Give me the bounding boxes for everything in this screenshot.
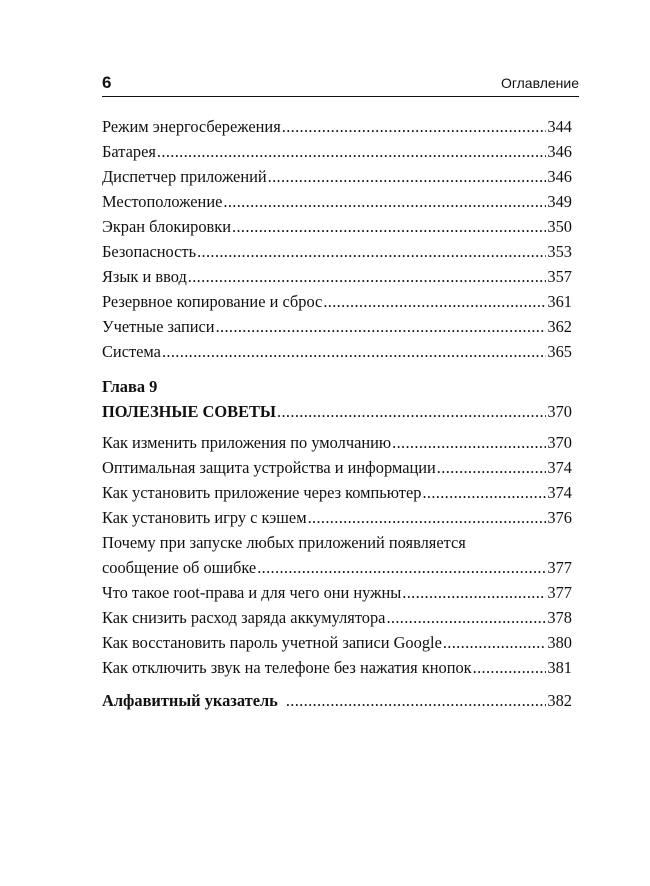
toc-entry-title: Резервное копирование и сброс (102, 292, 323, 311)
toc-entry (102, 655, 572, 680)
index-entry (102, 688, 572, 713)
toc-leader (286, 688, 547, 713)
toc-entry-title: Как восстановить пароль учетной записи Google (102, 633, 442, 652)
toc-entry-page: 377 (547, 583, 572, 602)
toc-leader (232, 214, 546, 239)
toc-entry-page: 357 (547, 267, 572, 286)
toc-entry-page: 370 (547, 433, 572, 452)
toc-leader (157, 139, 546, 164)
toc-leader (473, 655, 547, 680)
toc-leader (323, 289, 546, 314)
toc-leader (422, 480, 546, 505)
toc-chapter (102, 374, 572, 424)
toc-entry-line1: Почему при запуске любых приложений появляется (102, 533, 466, 552)
toc-entry (102, 164, 572, 189)
toc-entry-title: Местоположение (102, 192, 223, 211)
toc-entry (102, 264, 572, 289)
toc-entry-page: 380 (547, 633, 572, 652)
toc-entry-title: Безопасность (102, 242, 197, 261)
toc-entry-title: Как установить игру с кэшем (102, 508, 307, 527)
chapter-entry (102, 399, 572, 424)
toc-entry-page: 378 (547, 608, 572, 627)
toc-entry-title: Оптимальная защита устройства и информации (102, 458, 436, 477)
toc-entry (102, 455, 572, 480)
toc-entry-page: 346 (547, 142, 572, 161)
toc-entry-title: Батарея (102, 142, 156, 161)
running-title: Оглавление (500, 75, 579, 91)
toc-entry-title: Как снизить расход заряда аккумулятора (102, 608, 386, 627)
toc-entry-title: Учетные записи (102, 317, 215, 336)
toc-entry-page: 362 (547, 317, 572, 336)
toc-entry-page: 365 (547, 342, 572, 361)
toc-entry (102, 314, 572, 339)
toc-entry (102, 114, 572, 139)
chapter-title: ПОЛЕЗНЫЕ СОВЕТЫ (102, 402, 277, 421)
toc-entry (102, 339, 572, 364)
toc-entry-page: 349 (547, 192, 572, 211)
toc-leader (437, 455, 547, 480)
toc-section-b (102, 430, 572, 680)
toc-entry-page: 381 (547, 658, 572, 677)
toc-section-a (102, 114, 572, 364)
toc-entry (102, 289, 572, 314)
toc-entry-page: 374 (547, 458, 572, 477)
toc-leader (386, 605, 546, 630)
toc-entry (102, 505, 572, 530)
toc-entry-title: сообщение об ошибке (102, 558, 257, 577)
toc-entry-title: Как установить приложение через компьютер (102, 483, 422, 502)
toc-leader (223, 189, 546, 214)
toc-entry-page: 376 (547, 508, 572, 527)
toc-entry (102, 555, 572, 580)
toc-leader (216, 314, 547, 339)
toc-entry-page: 377 (547, 558, 572, 577)
toc-entry-title: Язык и ввод (102, 267, 187, 286)
index-title: Алфавитный указатель (102, 691, 278, 710)
chapter-label: Глава 9 (102, 377, 158, 396)
toc-leader (268, 164, 547, 189)
toc-entry (102, 605, 572, 630)
toc-entry-page: 374 (547, 483, 572, 502)
toc-entry-page: 353 (547, 242, 572, 261)
toc-entry-title: Система (102, 342, 161, 361)
toc-entry-page: 346 (547, 167, 572, 186)
toc-entry-page: 344 (547, 117, 572, 136)
toc-entry-title: Как отключить звук на телефоне без нажатия кнопок (102, 658, 472, 677)
running-header (102, 72, 579, 97)
toc-index (102, 688, 572, 713)
toc-leader (277, 399, 546, 424)
toc-entry (102, 214, 572, 239)
toc-leader (162, 339, 546, 364)
toc-entry (102, 189, 572, 214)
toc-entry-page: 350 (547, 217, 572, 236)
toc-entry-title: Диспетчер приложений (102, 167, 267, 186)
toc-entry (102, 630, 572, 655)
toc-leader (282, 114, 547, 139)
toc-leader (392, 430, 546, 455)
toc-leader (197, 239, 546, 264)
toc-entry-title: Что такое root-права и для чего они нужны (102, 583, 402, 602)
toc-entry-title: Как изменить приложения по умолчанию (102, 433, 392, 452)
toc-entry (102, 430, 572, 455)
toc-entry (102, 580, 572, 605)
toc-entry-page: 361 (547, 292, 572, 311)
toc-entry (102, 139, 572, 164)
page-number: 6 (102, 73, 112, 92)
chapter-page: 370 (547, 402, 572, 421)
toc-entry (102, 480, 572, 505)
toc-leader (257, 555, 546, 580)
toc-entry-title: Экран блокировки (102, 217, 232, 236)
toc-entry (102, 239, 572, 264)
toc-entry-title: Режим энергосбережения (102, 117, 281, 136)
toc-leader (188, 264, 547, 289)
index-page: 382 (547, 691, 572, 710)
toc-leader (402, 580, 546, 605)
toc-leader (308, 505, 547, 530)
toc-leader (443, 630, 547, 655)
